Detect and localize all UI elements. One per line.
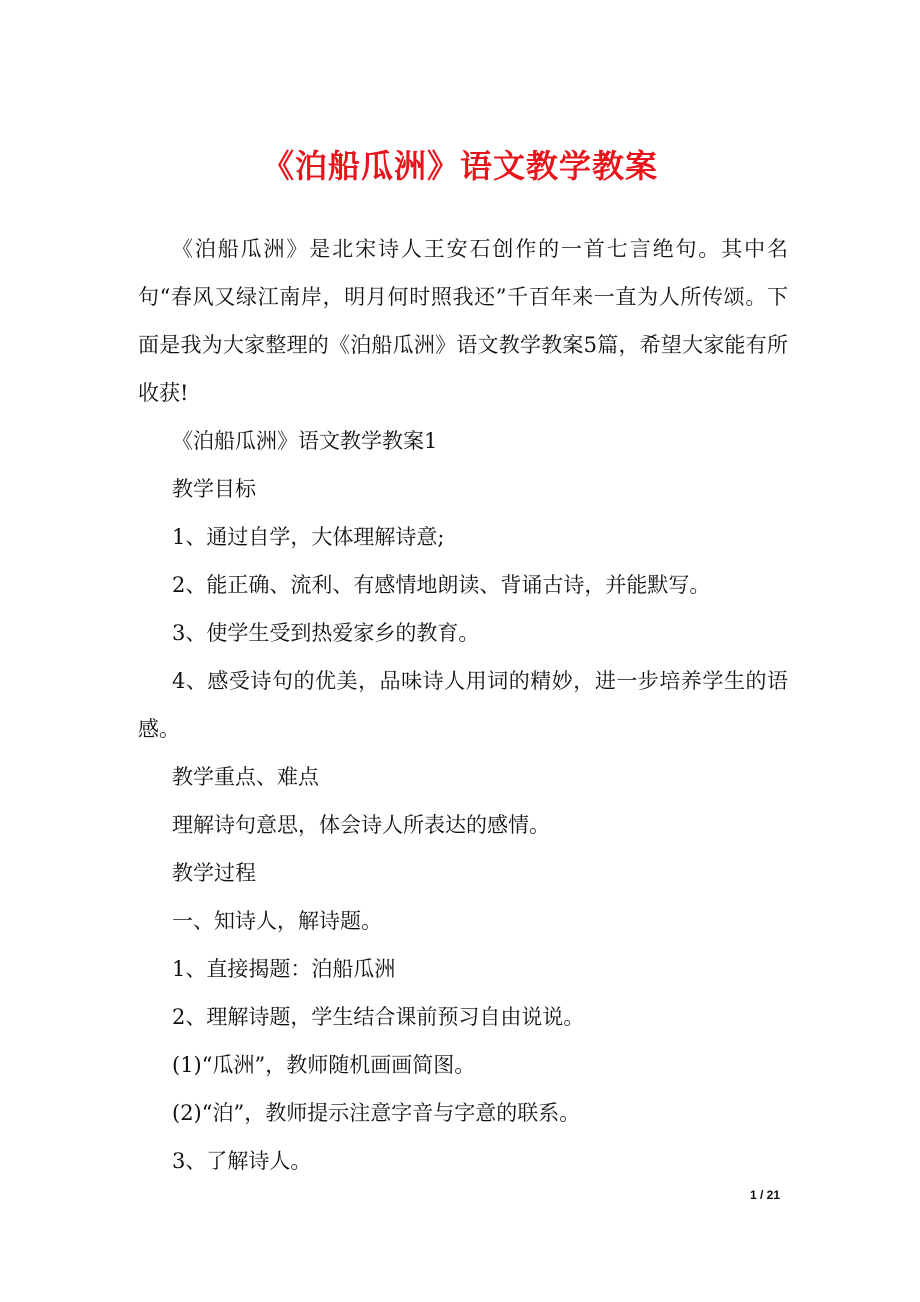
process-substep-3: 3、了解诗人。 (172, 1149, 312, 1173)
heading-key-points: 教学重点、难点 (172, 765, 319, 789)
heading-teaching-goals: 教学目标 (172, 477, 256, 501)
intro-paragraph: 《泊船瓜洲》是北宋诗人王安石创作的一首七言绝句。其中名句“春风又绿江南岸，明月何时照我还”千百年来一直为人所传颂。下面是我为大家整理的《泊船瓜洲》语文教学教案5篇，希望大家能有所收获! (138, 237, 788, 405)
process-note-2: (2)“泊”，教师提示注意字音与字意的联系。 (172, 1101, 581, 1125)
process-step-1: 一、知诗人，解诗题。 (172, 909, 382, 933)
key-points-text: 理解诗句意思，体会诗人所表达的感情。 (172, 813, 550, 837)
process-substep-1: 1、直接揭题：泊船瓜洲 (172, 957, 396, 981)
section-heading-lesson-1: 《泊船瓜洲》语文教学教案1 (172, 429, 438, 453)
goal-item-4: 4、感受诗句的优美，品味诗人用词的精妙，进一步培养学生的语感。 (138, 669, 788, 741)
goal-item-3: 3、使学生受到热爱家乡的教育。 (172, 621, 480, 645)
heading-teaching-process: 教学过程 (172, 861, 256, 885)
page-number: 1 / 21 (749, 1188, 780, 1202)
process-note-1: (1)“瓜洲”，教师随机画画简图。 (172, 1053, 476, 1077)
goal-item-1: 1、通过自学，大体理解诗意; (172, 525, 445, 549)
document-title: 《泊船瓜洲》语文教学教案 (261, 147, 658, 185)
document-body (138, 225, 788, 1185)
goal-item-2: 2、能正确、流利、有感情地朗读、背诵古诗，并能默写。 (172, 573, 711, 597)
process-substep-2: 2、理解诗题，学生结合课前预习自由说说。 (172, 1005, 585, 1029)
